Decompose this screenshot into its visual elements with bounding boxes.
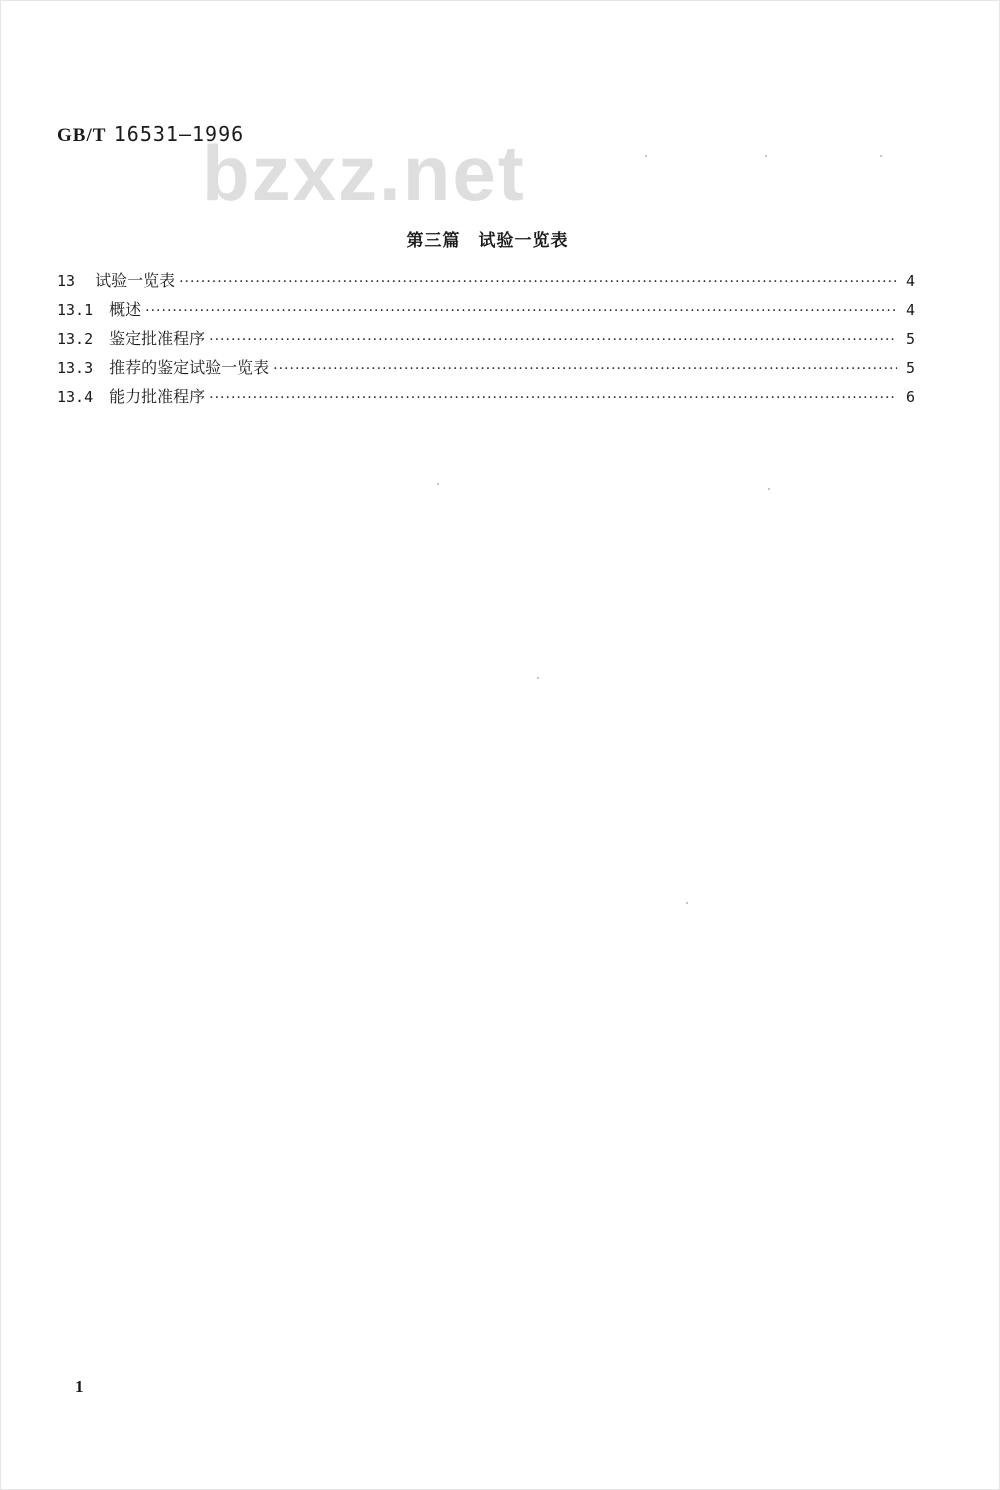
toc-entry-number: 13.2 xyxy=(57,330,94,348)
toc-entry-title: 鉴定批准程序 xyxy=(109,329,206,348)
toc-entry-page: 4 xyxy=(905,301,915,319)
toc-entry-number: 13.4 xyxy=(57,388,94,406)
toc-leader-dots xyxy=(209,384,897,413)
part-title: 第三篇 试验一览表 xyxy=(406,231,569,251)
toc-entry-title: 推荐的鉴定试验一览表 xyxy=(109,358,270,377)
toc-entry-number: 13.1 xyxy=(57,301,94,319)
toc-entry[interactable] xyxy=(57,295,915,324)
toc-entry-number: 13.3 xyxy=(57,359,94,377)
standard-prefix: GB/T xyxy=(57,125,107,146)
toc-leader-dots xyxy=(179,268,897,297)
toc-entry-page: 6 xyxy=(905,388,915,406)
toc-entry[interactable] xyxy=(57,382,915,411)
table-of-contents xyxy=(57,266,915,411)
toc-entry-page: 5 xyxy=(905,330,915,348)
watermark: bzxz.net xyxy=(202,129,526,217)
scan-speck xyxy=(686,902,688,904)
scan-speck xyxy=(765,155,767,157)
scan-speck xyxy=(537,677,539,679)
toc-entry-title: 能力批准程序 xyxy=(109,387,206,406)
toc-leader-dots xyxy=(209,326,897,355)
toc-entry-title: 概述 xyxy=(109,300,142,319)
toc-entry-page: 4 xyxy=(905,272,915,290)
toc-entry[interactable] xyxy=(57,353,915,382)
scan-speck xyxy=(768,488,770,490)
toc-entry[interactable] xyxy=(57,266,915,295)
page-number: 1 xyxy=(75,1377,84,1396)
toc-leader-dots xyxy=(273,355,897,384)
toc-entry[interactable] xyxy=(57,324,915,353)
toc-entry-title: 试验一览表 xyxy=(95,271,176,290)
toc-leader-dots xyxy=(145,297,897,326)
toc-entry-page: 5 xyxy=(905,359,915,377)
scan-speck xyxy=(645,155,647,157)
toc-entry-number: 13 xyxy=(57,272,76,290)
scan-speck xyxy=(437,483,439,485)
scan-speck xyxy=(880,155,882,157)
standard-number: 16531—1996 xyxy=(113,122,245,146)
